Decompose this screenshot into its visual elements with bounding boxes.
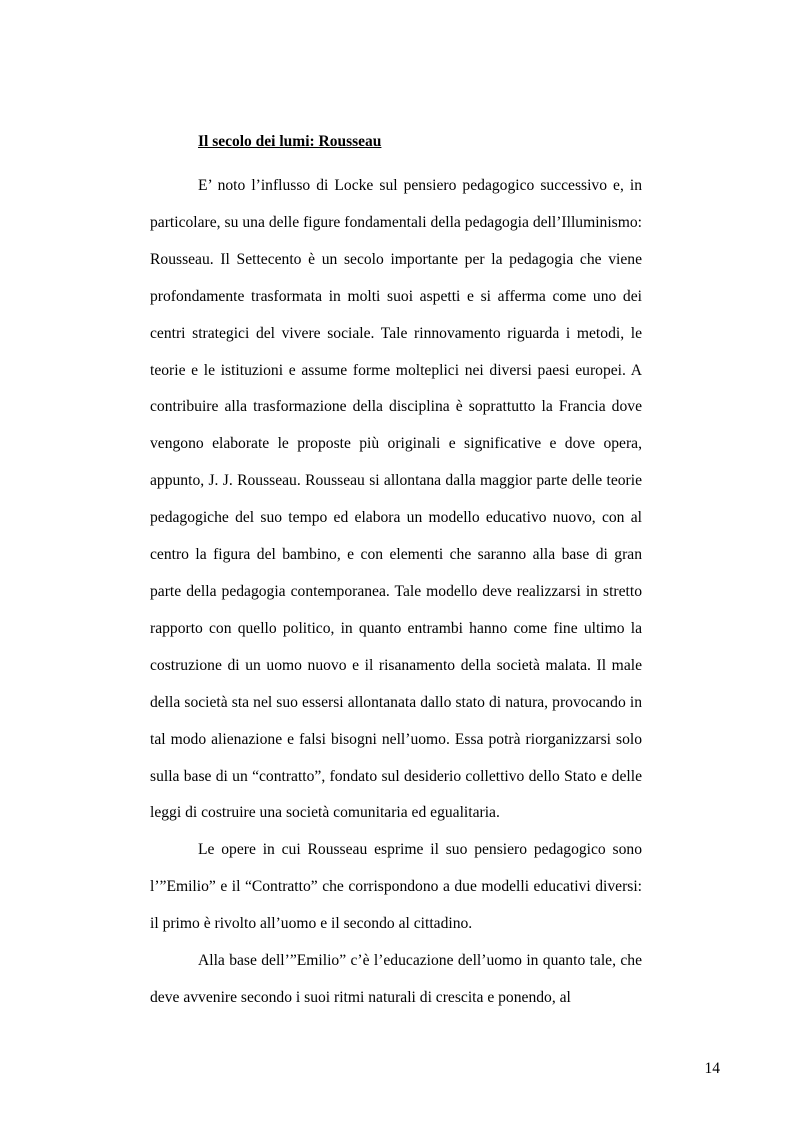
paragraph: Alla base dell’”Emilio” c’è l’educazione dell’uomo in quanto tale, che deve avvenire secondo i suoi ritmi naturali di crescita e ponendo, al — [150, 952, 642, 1006]
paragraph: E’ noto l’influsso di Locke sul pensiero pedagogico successivo e, in particolare, su una delle figure fondamentali della pedagogia dell’Illuminismo: Rousseau. Il Settecento è un secolo importante per la pedagogia che viene profondamente trasformata in molti suoi aspetti e si afferma come uno dei centri strategici del vivere sociale. Tale rinnovamento riguarda i metodi, le teorie e le istituzioni e assume forme molteplici nei diversi paesi europei. A contribuire alla trasformazione della disciplina è soprattutto la Francia dove vengono elaborate le proposte più originali e significative e dove opera, appunto, J. J. Rousseau. Rousseau si allontana dalla maggior parte delle teorie pedagogiche del suo tempo ed elabora un modello educativo nuovo, con al centro la figura del bambino, e con elementi che saranno alla base di gran parte della pedagogia contemporanea. Tale modello deve realizzarsi in stretto rapporto con quello politico, in quanto entrambi hanno come fine ultimo la costruzione di un uomo nuovo e il risanamento della società malata. Il male della società sta nel suo essersi allontanata dallo stato di natura, provocando in tal modo alienazione e falsi bisogni nell’uomo. Essa potrà riorganizzarsi solo sulla base di un “contratto”, fondato sul desiderio collettivo dello Stato e delle leggi di costruire una società comunitaria ed egualitaria. — [150, 177, 642, 822]
paragraph: Le opere in cui Rousseau esprime il suo pensiero pedagogico sono l’”Emilio” e il “Contratto” che corrispondono a due modelli educativi diversi: il primo è rivolto all’uomo e il secondo al cittadino. — [150, 841, 642, 933]
page-number: 14 — [704, 1060, 720, 1077]
body-text — [150, 168, 642, 1017]
section-heading: Il secolo dei lumi: Rousseau — [198, 133, 382, 150]
